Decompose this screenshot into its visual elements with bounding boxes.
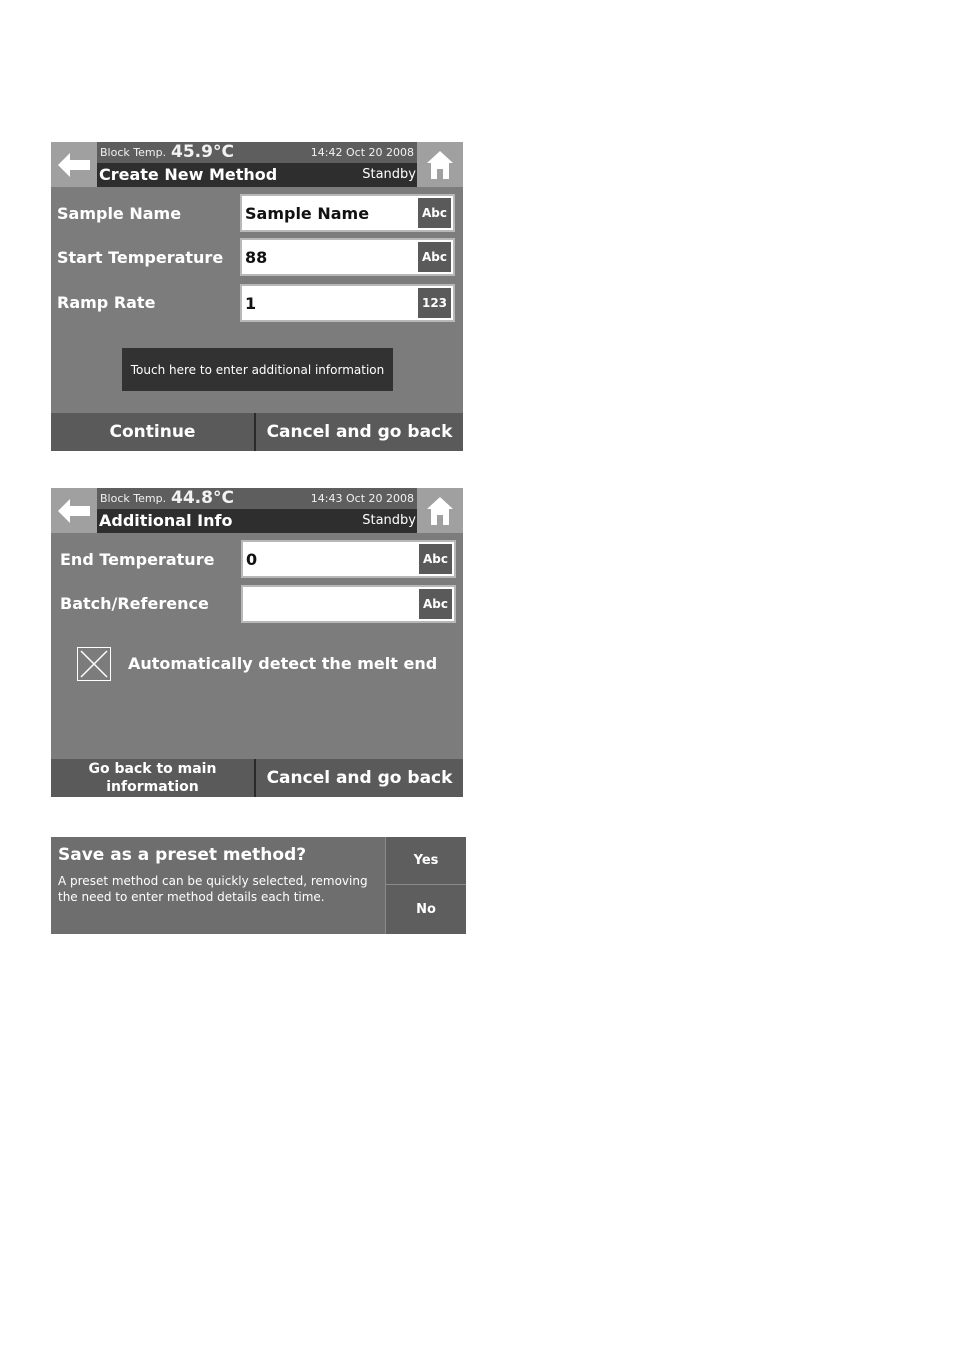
back-button[interactable] [51, 142, 97, 187]
ramp-rate-field[interactable] [240, 284, 455, 322]
page-title: Create New Method [99, 165, 278, 184]
end-temperature-value: 0 [246, 550, 258, 569]
end-temperature-field[interactable] [241, 540, 456, 578]
status-text: Standby [362, 513, 416, 528]
sample-name-label: Sample Name [57, 204, 182, 223]
auto-detect-label: Automatically detect the melt end [128, 654, 438, 673]
checkbox-cross-icon [78, 648, 110, 680]
ramp-rate-label: Ramp Rate [57, 293, 156, 312]
status-bar [97, 142, 417, 163]
header [51, 142, 463, 187]
status-bar [97, 488, 417, 509]
sample-name-keyboard-button[interactable]: Abc [418, 198, 451, 228]
title-bar [97, 163, 417, 187]
datetime: 14:42 Oct 20 2008 [310, 146, 414, 159]
header [51, 488, 463, 533]
page-title: Additional Info [99, 511, 233, 530]
block-temp-value: 44.8°C [171, 488, 234, 508]
sample-name-field[interactable] [240, 194, 455, 232]
end-temperature-keyboard-button[interactable]: Abc [419, 544, 452, 574]
ramp-rate-value: 1 [245, 294, 257, 313]
dialog-description: A preset method can be quickly selected, removing the need to enter method details each time. [58, 874, 368, 904]
cancel-button[interactable]: Cancel and go back [256, 413, 463, 451]
continue-button[interactable]: Continue [51, 413, 256, 451]
back-button[interactable] [51, 488, 97, 533]
block-temp-label: Block Temp. [100, 146, 167, 159]
end-temperature-label: End Temperature [60, 550, 215, 569]
start-temperature-field[interactable] [240, 238, 455, 276]
cancel-button[interactable]: Cancel and go back [256, 759, 463, 797]
arrow-left-icon [58, 153, 90, 177]
start-temperature-value: 88 [245, 248, 268, 267]
auto-detect-checkbox[interactable] [77, 647, 111, 681]
home-button[interactable] [417, 488, 463, 533]
no-button[interactable]: No [385, 885, 466, 934]
arrow-left-icon [58, 499, 90, 523]
batch-reference-field[interactable] [241, 585, 456, 623]
go-back-main-button[interactable]: Go back to main information [51, 759, 256, 797]
batch-reference-keyboard-button[interactable]: Abc [419, 589, 452, 619]
additional-info-button[interactable]: Touch here to enter additional information [122, 348, 393, 391]
save-preset-dialog [51, 837, 466, 934]
sample-name-value: Sample Name [245, 204, 370, 223]
start-temperature-label: Start Temperature [57, 248, 224, 267]
footer [51, 759, 463, 797]
block-temp-label: Block Temp. [100, 492, 167, 505]
batch-reference-label: Batch/Reference [60, 594, 209, 613]
create-method-screen [51, 142, 463, 451]
footer [51, 413, 463, 451]
dialog-title: Save as a preset method? [58, 845, 307, 865]
title-bar [97, 509, 417, 533]
additional-info-screen [51, 488, 463, 797]
status-text: Standby [362, 167, 416, 182]
home-icon [427, 151, 453, 179]
start-temperature-keyboard-button[interactable]: Abc [418, 242, 451, 272]
ramp-rate-keypad-button[interactable]: 123 [418, 288, 451, 318]
home-icon [427, 497, 453, 525]
datetime: 14:43 Oct 20 2008 [310, 492, 414, 505]
home-button[interactable] [417, 142, 463, 187]
block-temp-value: 45.9°C [171, 142, 234, 162]
yes-button[interactable]: Yes [385, 837, 466, 885]
